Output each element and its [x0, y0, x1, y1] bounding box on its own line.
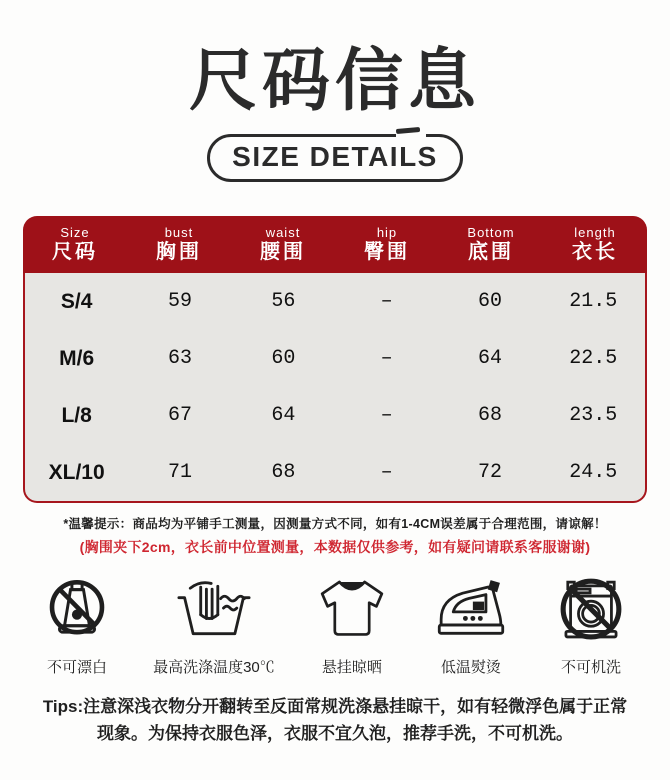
- column-header-en: hip: [376, 224, 398, 240]
- care-item-no-bleach: [40, 573, 114, 677]
- column-header-cn: 胸围: [156, 240, 202, 263]
- cell-bottom: 68: [477, 404, 502, 428]
- care-label: 最高洗涤温度30℃: [153, 659, 275, 677]
- column-header-hip: [335, 226, 439, 264]
- column-header-cn: 衣长: [572, 240, 618, 263]
- care-item-hang-dry: [314, 573, 390, 677]
- care-label: 不可机洗: [560, 659, 621, 677]
- column-header-cn: 尺码: [52, 240, 98, 263]
- care-item-iron-low: [429, 573, 513, 677]
- cell-bottom: 72: [477, 461, 502, 485]
- cell-size: S/4: [60, 289, 93, 313]
- cell-bottom: 64: [477, 347, 502, 371]
- care-item-max-wash-30: [153, 573, 275, 677]
- care-label: 低温熨烫: [440, 659, 501, 677]
- washing-tips: Tips:注意深浅衣物分开翻转至反面常规洗涤悬挂晾干，如有轻微浮色属于正常现象。为保持衣服色泽，衣服不宜久泡，推荐手洗，不可机洗。: [42, 697, 628, 743]
- cell-waist: 68: [271, 461, 296, 485]
- column-header-en: length: [574, 224, 616, 240]
- column-header-en: Size: [60, 224, 90, 240]
- column-header-size: [23, 226, 127, 264]
- column-header-bottom: [439, 226, 543, 264]
- subtitle-badge: SIZE DETAILS: [207, 134, 463, 182]
- cell-waist: 56: [271, 290, 296, 314]
- table-row: [25, 387, 645, 444]
- size-table: [23, 216, 647, 503]
- column-header-cn: 底围: [468, 240, 514, 263]
- page-header: [0, 0, 670, 182]
- cell-hip: –: [380, 347, 393, 371]
- cell-waist: 60: [271, 347, 296, 371]
- column-header-waist: [231, 226, 335, 264]
- page-title: 尺码信息: [188, 43, 481, 119]
- max-wash-30-icon: [171, 573, 257, 647]
- cell-length: 22.5: [569, 347, 618, 371]
- cell-size: L/8: [61, 403, 92, 427]
- cell-waist: 64: [271, 404, 296, 428]
- hang-dry-icon: [314, 573, 390, 647]
- cell-size: M/6: [59, 346, 95, 370]
- iron-low-temp-icon: [429, 573, 513, 647]
- note-line-2: (胸围夹下2cm，衣长前中位置测量，本数据仅供参考，如有疑问请联系客服谢谢): [79, 539, 591, 556]
- no-bleach-icon: [40, 573, 114, 647]
- table-row: [25, 330, 645, 387]
- table-row: [25, 444, 645, 501]
- cell-bust: 71: [167, 461, 192, 485]
- cell-length: 21.5: [569, 290, 618, 314]
- cell-bottom: 60: [477, 290, 502, 314]
- subtitle-wrap: [0, 134, 670, 182]
- table-row: [25, 273, 645, 330]
- cell-hip: –: [380, 461, 393, 485]
- note-line-1: *温馨提示：商品均为平铺手工测量，因测量方式不同，如有1-4CM误差属于合理范围，请谅解！: [63, 517, 607, 532]
- column-header-length: [543, 226, 647, 264]
- care-item-no-machine-wash: [552, 573, 630, 677]
- care-instructions: [40, 573, 630, 677]
- cell-length: 23.5: [569, 404, 618, 428]
- size-table-body: [23, 273, 647, 503]
- column-header-en: bust: [164, 224, 194, 240]
- cell-bust: 59: [167, 290, 192, 314]
- column-header-cn: 臀围: [364, 240, 410, 263]
- care-label: 悬挂晾晒: [321, 659, 382, 677]
- care-label: 不可漂白: [46, 659, 107, 677]
- no-machine-wash-icon: [552, 573, 630, 647]
- cell-bust: 63: [167, 347, 192, 371]
- column-header-bust: [127, 226, 231, 264]
- cell-bust: 67: [167, 404, 192, 428]
- size-table-header: [23, 216, 647, 273]
- column-header-cn: 腰围: [260, 240, 306, 263]
- column-header-en: waist: [265, 224, 301, 240]
- cell-length: 24.5: [569, 461, 618, 485]
- cell-size: XL/10: [48, 460, 105, 484]
- column-header-en: Bottom: [467, 224, 515, 240]
- cell-hip: –: [380, 290, 393, 314]
- cell-hip: –: [380, 404, 393, 428]
- measurement-notes: [0, 514, 670, 557]
